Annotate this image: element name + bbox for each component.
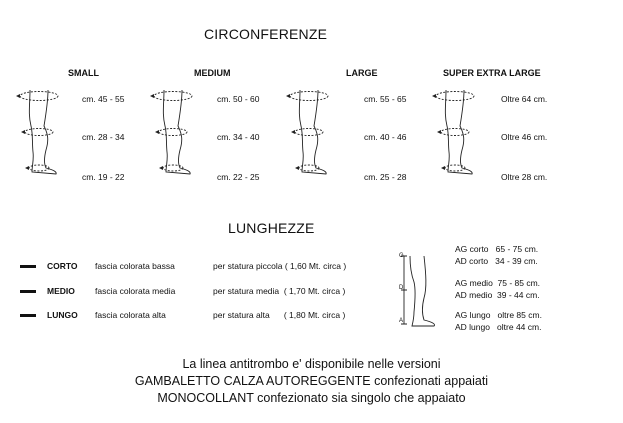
diagram-label-d: D xyxy=(399,285,404,291)
ag-corto: AG corto 65 - 75 cm. xyxy=(455,244,539,254)
leg-figure-large xyxy=(286,84,334,184)
measurement-sxl-thigh: Oltre 64 cm. xyxy=(501,94,548,104)
length-stature-medio: per statura media ( 1,70 Mt. circa ) xyxy=(213,286,346,296)
measurement-small-calf: cm. 28 - 34 xyxy=(82,132,125,142)
leg-figure-super-extra-large xyxy=(432,84,480,184)
diagram-label-g: G xyxy=(399,253,404,259)
band-marker-lungo xyxy=(20,314,36,317)
measurement-large-calf: cm. 40 - 46 xyxy=(364,132,407,142)
footer-line-1: La linea antitrombo e' disponibile nelle versioni xyxy=(182,357,441,371)
ag-medio: AG medio 75 - 85 cm. xyxy=(455,278,541,288)
footer-line-3: MONOCOLLANT confezionato sia singolo che appaiato xyxy=(157,391,466,405)
band-marker-medio xyxy=(20,290,36,293)
length-band-corto: fascia colorata bassa xyxy=(95,261,175,271)
length-band-medio: fascia colorata media xyxy=(95,286,176,296)
measurement-small-thigh: cm. 45 - 55 xyxy=(82,94,125,104)
size-label-medium: MEDIUM xyxy=(194,68,231,78)
ad-corto: AD corto 34 - 39 cm. xyxy=(455,256,538,266)
size-label-super-extra-large: SUPER EXTRA LARGE xyxy=(443,68,541,78)
measurement-large-thigh: cm. 55 - 65 xyxy=(364,94,407,104)
length-band-lungo: fascia colorata alta xyxy=(95,310,166,320)
ad-medio: AD medio 39 - 44 cm. xyxy=(455,290,540,300)
length-key-corto: CORTO xyxy=(47,261,78,271)
leg-length-diagram xyxy=(398,250,442,332)
leg-figure-small xyxy=(16,84,64,184)
length-key-medio: MEDIO xyxy=(47,286,75,296)
measurement-sxl-calf: Oltre 46 cm. xyxy=(501,132,548,142)
circonferenze-title: CIRCONFERENZE xyxy=(204,26,328,42)
measurement-small-ankle: cm. 19 - 22 xyxy=(82,172,125,182)
ag-lungo: AG lungo oltre 85 cm. xyxy=(455,310,542,320)
measurement-medium-thigh: cm. 50 - 60 xyxy=(217,94,260,104)
measurement-large-ankle: cm. 25 - 28 xyxy=(364,172,407,182)
size-label-large: LARGE xyxy=(346,68,378,78)
measurement-sxl-ankle: Oltre 28 cm. xyxy=(501,172,548,182)
length-key-lungo: LUNGO xyxy=(47,310,78,320)
measurement-medium-calf: cm. 34 - 40 xyxy=(217,132,260,142)
leg-figure-medium xyxy=(150,84,198,184)
lunghezze-title: LUNGHEZZE xyxy=(228,220,315,236)
size-label-small: SMALL xyxy=(68,68,99,78)
length-stature-lungo: per statura alta ( 1,80 Mt. circa ) xyxy=(213,310,346,320)
footer-line-2: GAMBALETTO CALZA AUTOREGGENTE confezionati appaiati xyxy=(134,374,489,388)
measurement-medium-ankle: cm. 22 - 25 xyxy=(217,172,260,182)
ad-lungo: AD lungo oltre 44 cm. xyxy=(455,322,542,332)
diagram-label-a: A xyxy=(399,318,404,324)
length-stature-corto: per statura piccola ( 1,60 Mt. circa ) xyxy=(213,261,347,271)
band-marker-corto xyxy=(20,265,36,268)
